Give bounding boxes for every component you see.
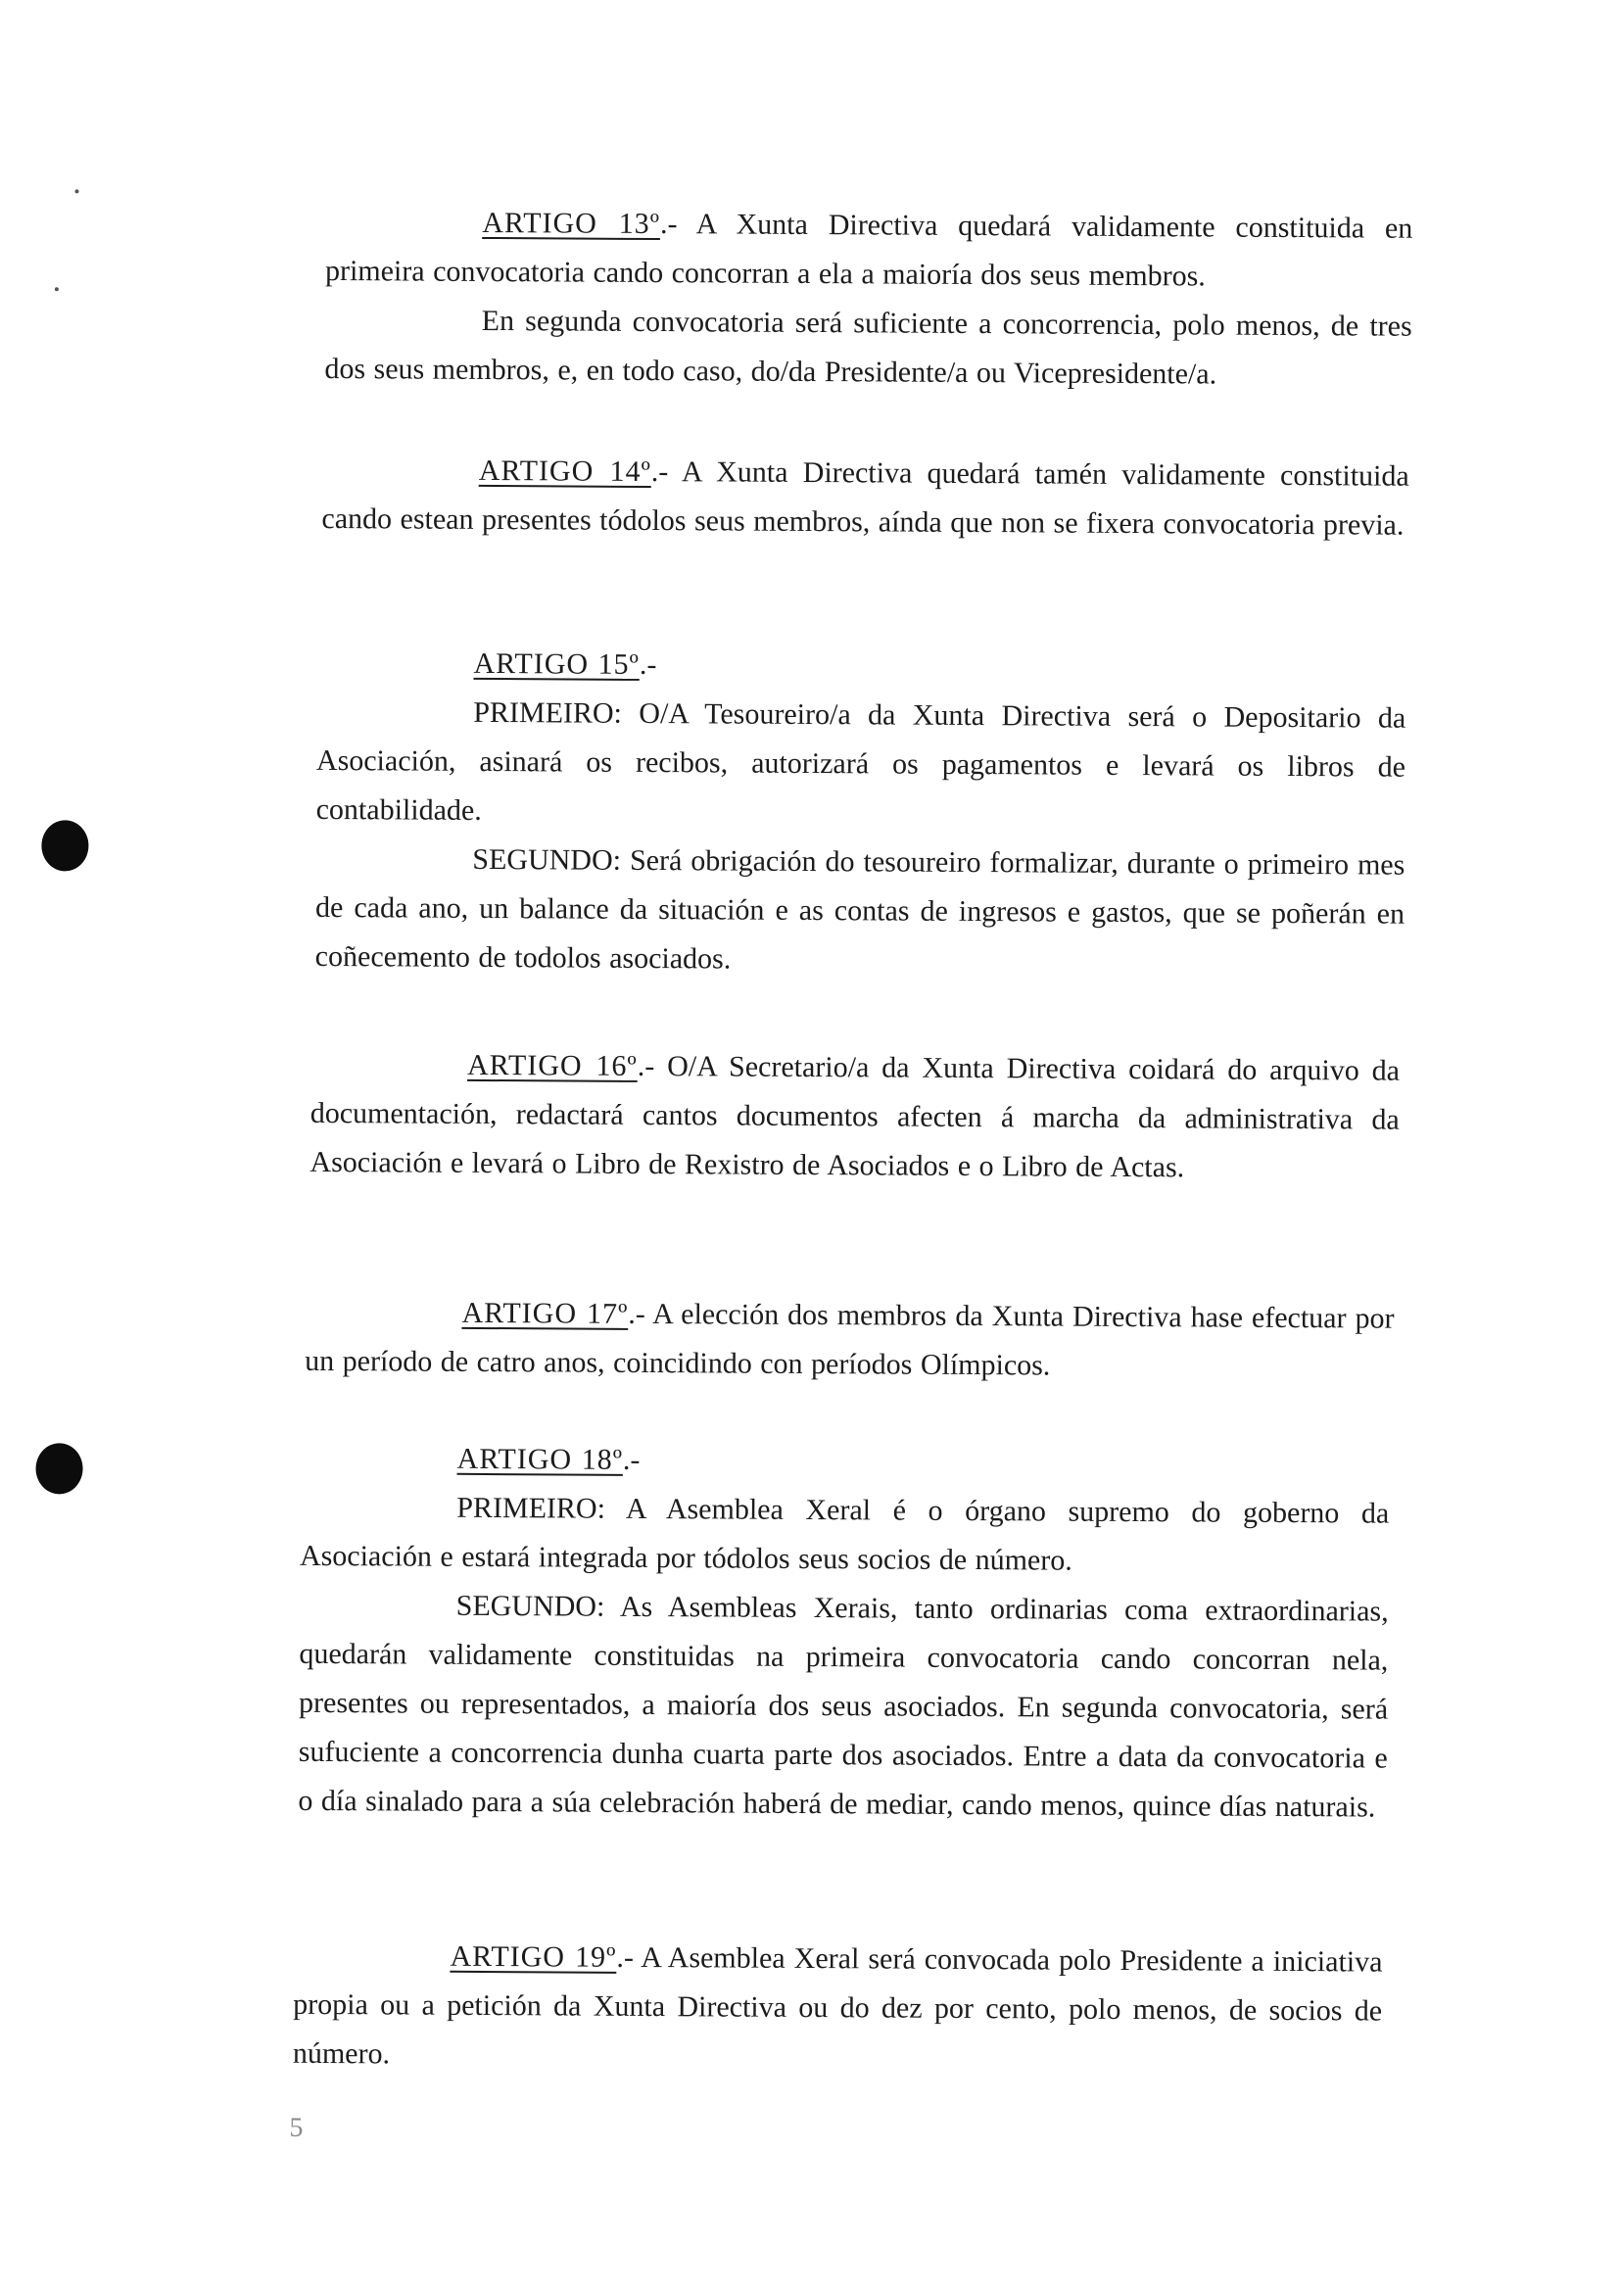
heading-separator: .-: [616, 1940, 642, 1974]
heading-separator: .-: [639, 647, 657, 682]
page-number: 5: [289, 2112, 304, 2143]
article-19-heading: ARTIGO 19º: [450, 1939, 617, 1974]
article-14-heading: ARTIGO 14º: [478, 454, 651, 489]
article-19: [293, 1932, 1383, 2085]
heading-separator: .-: [637, 1049, 668, 1083]
article-16-text: O/A Secretario/a da Xunta Directiva coidará do arquivo da documentación, redactará cantos documentos afecten á marcha da administrativa da Asociación e levará o Libro de Rexistro de Asociados e o Libro de Actas.: [310, 1050, 1401, 1184]
punch-hole-top: [41, 820, 88, 871]
article-14-paragraph-1: [321, 446, 1409, 550]
heading-separator: .-: [650, 455, 683, 489]
article-18: [298, 1434, 1389, 1833]
article-13-paragraph-2: En segunda convocatoria será suficiente a concorrencia, polo menos, de tres dos seus membros, e, en todo caso, do/da Presidente/a ou Vicepresidente/a.: [324, 304, 1412, 391]
article-14: [321, 446, 1409, 550]
article-18-heading-line: [300, 1434, 1389, 1490]
article-13-paragraph-1: [325, 198, 1413, 303]
article-18-heading: ARTIGO 18º: [456, 1442, 624, 1476]
heading-separator: .-: [622, 1443, 641, 1476]
punch-hole-bottom: [35, 1443, 82, 1494]
article-15-heading: ARTIGO 15º: [473, 646, 640, 681]
article-16-heading: ARTIGO 16º: [466, 1048, 638, 1082]
heading-separator: .-: [628, 1297, 653, 1331]
article-18-primeiro: PRIMEIRO: A Asemblea Xeral é o órgano supremo do goberno da Asociación e estará integrada por tódolos seus socios de número.: [299, 1491, 1390, 1577]
article-13-heading: ARTIGO 13º: [482, 206, 661, 241]
article-17-heading: ARTIGO 17º: [461, 1296, 629, 1330]
article-17-paragraph-1: [305, 1288, 1395, 1393]
article-16: [310, 1040, 1400, 1194]
article-15-primeiro: PRIMEIRO: O/A Tesoureiro/a da Xunta Directiva será o Depositario da Asociación, asinará os recibos, autorizará os pagamentos e levará os libros de contabilidade.: [315, 695, 1406, 827]
article-17: [305, 1288, 1395, 1393]
article-17-text: A elección dos membros da Xunta Directiva hase efectuar por un período de catro anos, coincidindo con períodos Olímpicos.: [305, 1298, 1395, 1382]
article-18-segundo: SEGUNDO: As Asembleas Xerais, tanto ordinarias coma extraordinarias, quedarán validamente constituidas na primeira convocatoria cando concorran nela, presentes ou representados, a maioría dos seus asociados. En segunda convocatoria, será sufuciente a concorrencia dunha cuarta parte dos asociados. Entre a data da convocatoria e o día sinalado para a súa celebración haberá de mediar, cando menos, quince días naturais.: [298, 1589, 1389, 1824]
article-13: [324, 198, 1412, 401]
heading-separator: .-: [659, 208, 696, 241]
article-13-text: A Xunta Directiva quedará validamente constituida en primeira convocatoria cando concorran a ela a maioría dos seus membros.: [324, 208, 1413, 293]
article-19-paragraph-1: [293, 1932, 1383, 2085]
article-19-text: A Asemblea Xeral será convocada polo Presidente a iniciativa propia ou a petición da Xunta Directiva ou do dez por cento, polo menos, de socios de número.: [292, 1940, 1383, 2071]
scan-speck: [74, 189, 78, 193]
article-16-paragraph-1: [310, 1040, 1400, 1194]
article-15-heading-line: [316, 639, 1405, 694]
article-15: [315, 639, 1406, 988]
article-15-segundo: SEGUNDO: Será obrigación do tesoureiro formalizar, durante o primeiro mes de cada ano, un balance da situación e as contas de ingresos e gastos, que se poñerán en coñecemento de todolos asociados.: [314, 842, 1405, 976]
article-14-text: A Xunta Directiva quedará tamén validamente constituida cando estean presentes tódolos seus membros, aínda que non se fixera convocatoria previa.: [321, 455, 1409, 542]
scan-speck: [55, 287, 59, 291]
